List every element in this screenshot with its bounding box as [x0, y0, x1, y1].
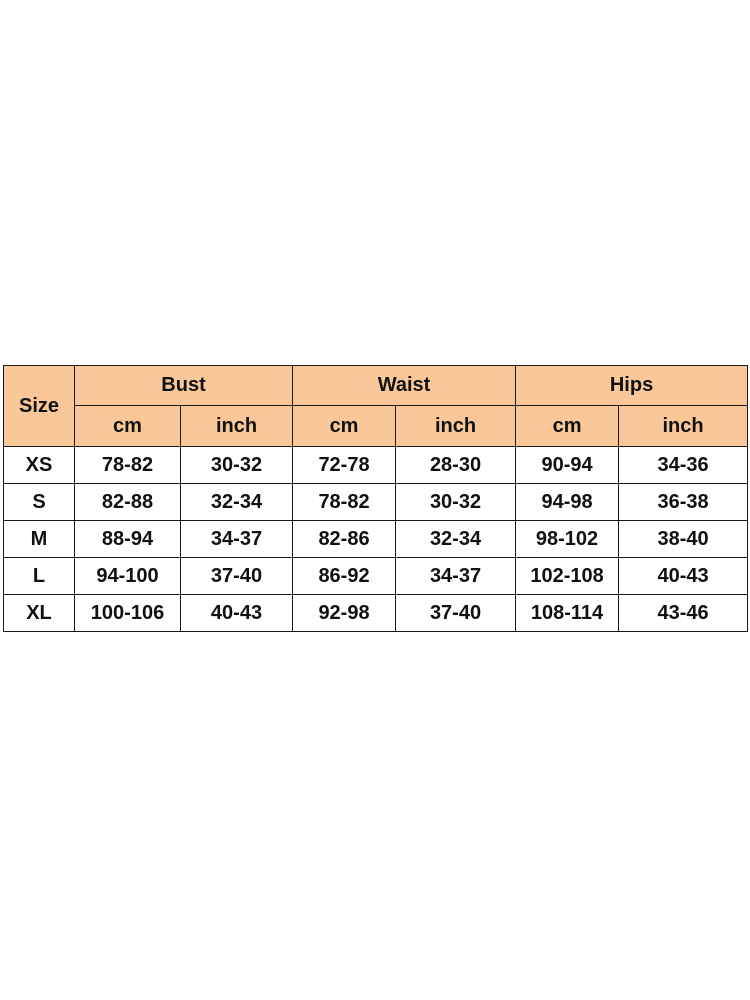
unit-header: inch — [181, 406, 293, 447]
table-cell: 98-102 — [516, 521, 619, 558]
table-row — [4, 521, 748, 558]
table-cell: 38-40 — [619, 521, 748, 558]
table-cell: 30-32 — [396, 484, 516, 521]
unit-header: cm — [75, 406, 181, 447]
table-cell: 88-94 — [75, 521, 181, 558]
table-row — [4, 484, 748, 521]
table-cell: 40-43 — [619, 558, 748, 595]
table-cell: 90-94 — [516, 447, 619, 484]
size-cell: XL — [4, 595, 75, 632]
table-cell: 32-34 — [181, 484, 293, 521]
table-cell: 82-88 — [75, 484, 181, 521]
table-cell: 72-78 — [293, 447, 396, 484]
size-cell: L — [4, 558, 75, 595]
table-cell: 86-92 — [293, 558, 396, 595]
table-cell: 92-98 — [293, 595, 396, 632]
table-cell: 94-100 — [75, 558, 181, 595]
table-cell: 28-30 — [396, 447, 516, 484]
hips-header: Hips — [516, 366, 748, 406]
waist-header: Waist — [293, 366, 516, 406]
unit-header: inch — [619, 406, 748, 447]
size-cell: S — [4, 484, 75, 521]
table-cell: 34-37 — [396, 558, 516, 595]
bust-header: Bust — [75, 366, 293, 406]
unit-header: cm — [293, 406, 396, 447]
size-cell: XS — [4, 447, 75, 484]
table-cell: 43-46 — [619, 595, 748, 632]
unit-header: cm — [516, 406, 619, 447]
table-cell: 37-40 — [181, 558, 293, 595]
table-cell: 108-114 — [516, 595, 619, 632]
table-cell: 34-37 — [181, 521, 293, 558]
table-cell: 34-36 — [619, 447, 748, 484]
table-cell: 102-108 — [516, 558, 619, 595]
size-cell: M — [4, 521, 75, 558]
header-row-units — [4, 406, 748, 447]
size-chart-table — [3, 365, 748, 632]
table-row — [4, 595, 748, 632]
table-cell: 78-82 — [75, 447, 181, 484]
table-cell: 32-34 — [396, 521, 516, 558]
table-cell: 94-98 — [516, 484, 619, 521]
table-cell: 30-32 — [181, 447, 293, 484]
table-cell: 36-38 — [619, 484, 748, 521]
header-row-groups — [4, 366, 748, 406]
table-cell: 37-40 — [396, 595, 516, 632]
table-cell: 100-106 — [75, 595, 181, 632]
table-row — [4, 447, 748, 484]
table-row — [4, 558, 748, 595]
table-cell: 78-82 — [293, 484, 396, 521]
size-header: Size — [4, 366, 75, 447]
table-cell: 40-43 — [181, 595, 293, 632]
unit-header: inch — [396, 406, 516, 447]
table-cell: 82-86 — [293, 521, 396, 558]
